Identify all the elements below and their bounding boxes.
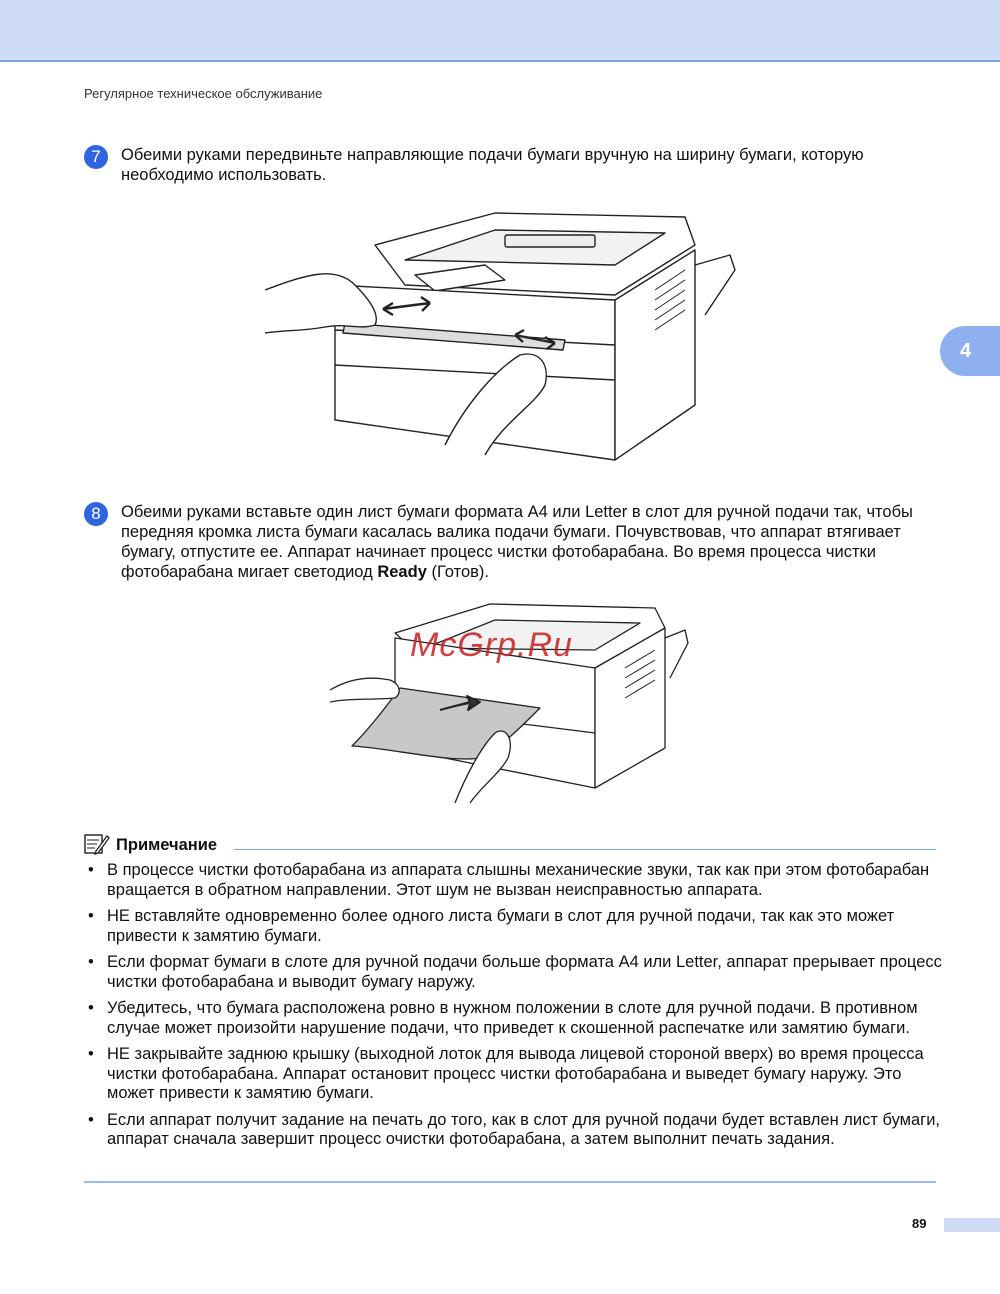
step-text-part: (Готов). <box>426 563 489 581</box>
bullet-icon: • <box>88 1045 94 1063</box>
step-text-part: Обеими руками вставьте один лист бумаги формата A4 или Letter в слот для ручной подачи так, чтобы передняя кромка листа бумаги касалась валика подачи бумаги. Почувствовав, что аппарат втягивает бумагу, отпустите ее. Аппарат начинает процесс чистки фотобарабана. Во время процесса чистки фотобарабана мигает светодиод <box>121 503 913 581</box>
bottom-divider <box>84 1181 936 1183</box>
bullet-icon: • <box>88 861 94 879</box>
list-item-text: В процессе чистки фотобарабана из аппарата слышны механические звуки, так как при этом фотобарабан вращается в обратном направлении. Этот шум не вызван неисправностью аппарата. <box>107 861 930 899</box>
list-item <box>88 999 948 1038</box>
list-item <box>88 1111 948 1150</box>
list-item-text: НЕ вставляйте одновременно более одного листа бумаги в слот для ручной подачи, так как это может привести к замятию бумаги. <box>107 907 895 945</box>
list-item-text: Если аппарат получит задание на печать до того, как в слот для ручной подачи будет вставлен лист бумаги, аппарат сначала завершит процесс очистки фотобарабана, а затем выполнит печать задания. <box>107 1110 940 1148</box>
printer-paper-guides-illustration <box>265 205 745 475</box>
bullet-icon: • <box>88 1110 94 1129</box>
note-title: Примечание <box>116 836 218 854</box>
step-text: Обеими руками передвиньте направляющие подачи бумаги вручную на ширину бумаги, которую необходимо использовать. <box>121 146 864 184</box>
list-item-text: Если формат бумаги в слоте для ручной подачи больше формата A4 или Letter, аппарат прерывает процесс чистки фотобарабана и выводит бумагу наружу. <box>107 953 942 991</box>
note-list <box>88 861 948 1157</box>
note-pencil-icon <box>84 833 110 855</box>
page-tab <box>944 1218 1000 1232</box>
note-divider <box>234 849 936 850</box>
step-number-badge: 8 <box>84 502 108 526</box>
top-header-band <box>0 0 1000 62</box>
list-item-text: НЕ закрывайте заднюю крышку (выходной лоток для вывода лицевой стороной вверх) во время процесса чистки фотобарабана. Аппарат остановит процесс чистки фотобарабана и выведет бумагу наружу. Это может привести к замятию бумаги. <box>107 1045 924 1102</box>
watermark: McGrp.Ru <box>410 626 573 664</box>
list-item <box>88 861 948 900</box>
bullet-icon: • <box>88 999 94 1017</box>
step-number-badge: 7 <box>84 145 108 169</box>
ready-led-label: Ready <box>377 563 427 581</box>
bullet-icon: • <box>88 907 94 925</box>
list-item <box>88 1045 948 1104</box>
step-text <box>121 502 941 582</box>
list-item-text: Убедитесь, что бумага расположена ровно в нужном положении в слоте для ручной подачи. В противном случае может произойти нарушение подачи, что приведет к скошенной распечатке или замятию бумаги. <box>107 999 918 1037</box>
note-header <box>84 833 936 855</box>
page-number: 89 <box>912 1216 927 1231</box>
bullet-icon: • <box>88 953 94 971</box>
list-item <box>88 953 948 992</box>
chapter-tab[interactable]: 4 <box>940 326 1000 376</box>
list-item <box>88 907 948 946</box>
running-header: Регулярное техническое обслуживание <box>84 86 323 101</box>
